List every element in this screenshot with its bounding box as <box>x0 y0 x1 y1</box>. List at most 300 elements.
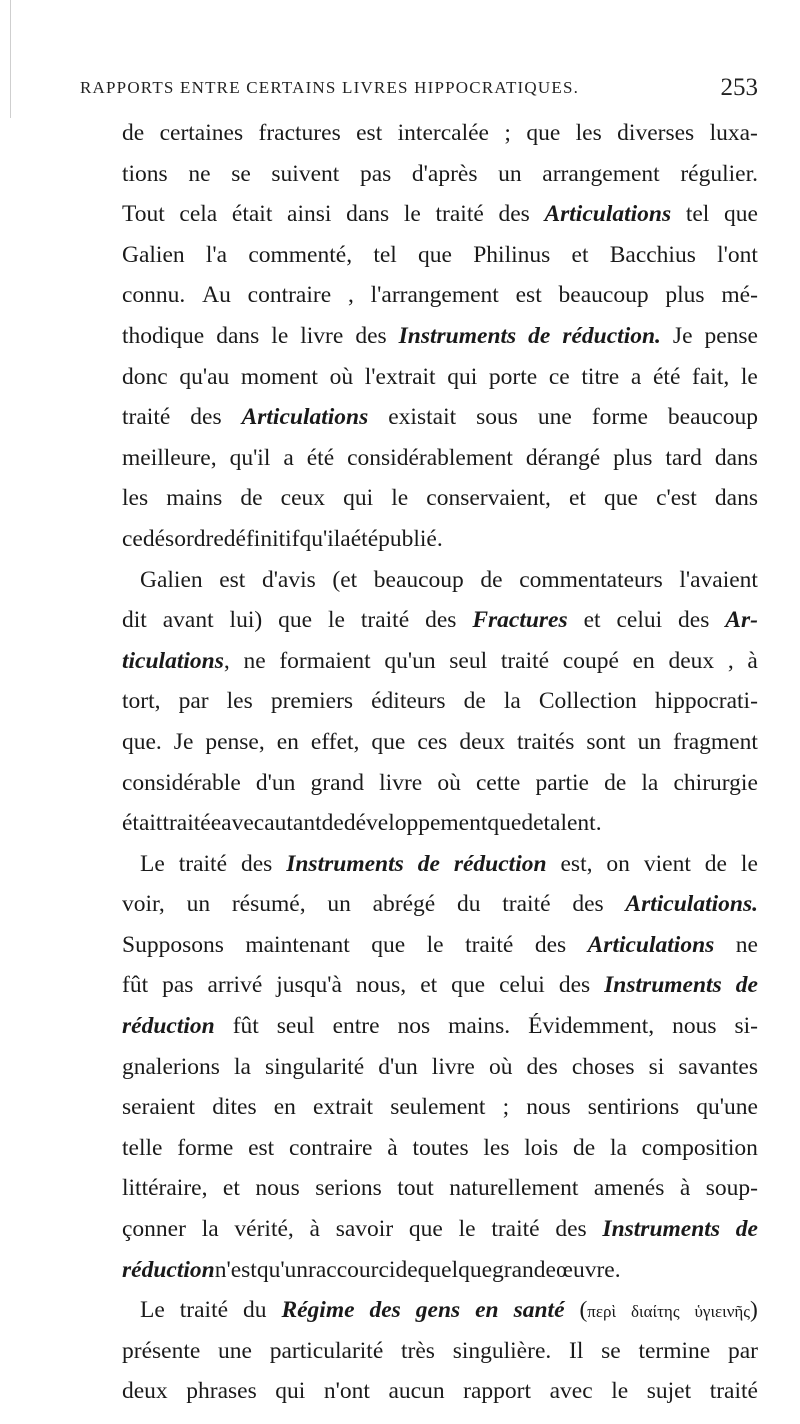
body-text <box>122 113 758 1412</box>
word: qu'un <box>384 647 436 674</box>
word: dans <box>216 322 260 349</box>
word: serions <box>315 1175 382 1202</box>
word <box>528 316 550 357</box>
word: le <box>740 363 758 390</box>
word <box>242 397 369 438</box>
word: résumé, <box>231 891 306 918</box>
word: conservaient, <box>426 485 551 512</box>
word: contraire <box>247 282 332 309</box>
word: un <box>498 160 522 187</box>
word: le <box>271 322 289 349</box>
word: la <box>641 769 659 796</box>
word <box>562 316 661 357</box>
word: et <box>420 972 438 999</box>
word: traitée <box>162 810 222 837</box>
word: le <box>740 850 758 877</box>
word: l'ont <box>717 241 758 268</box>
word: ne <box>735 931 758 958</box>
text-line <box>122 884 758 925</box>
word: de <box>572 1134 596 1161</box>
word: Évidemment, <box>528 1013 655 1040</box>
word: Supposons <box>122 931 224 958</box>
word <box>736 965 758 1006</box>
word: extrait <box>313 1094 374 1121</box>
word: choses <box>571 1053 635 1080</box>
word: la <box>201 1216 219 1243</box>
italic-text: Instruments <box>604 972 722 999</box>
word: maintenant <box>245 931 350 958</box>
word: arrivé <box>207 972 263 999</box>
word: les <box>122 485 149 512</box>
word <box>625 884 758 925</box>
word: traité <box>465 931 514 958</box>
word: titre <box>581 363 620 390</box>
word <box>604 965 722 1006</box>
word: où <box>329 363 354 390</box>
word: ce <box>548 363 570 390</box>
text-line <box>122 478 758 519</box>
word: commenté, <box>248 241 353 268</box>
word: à <box>387 1134 398 1161</box>
word: arrangement <box>542 160 660 187</box>
word: et <box>571 241 589 268</box>
word: des <box>498 201 530 228</box>
word <box>602 1209 720 1250</box>
word: livre <box>431 1053 475 1080</box>
word: sujet <box>646 1378 692 1405</box>
text-line <box>122 1087 758 1128</box>
word: que <box>278 607 313 634</box>
word: et <box>583 607 601 634</box>
word: seulement <box>390 1094 486 1121</box>
word: par <box>178 688 209 715</box>
word: dans <box>346 201 390 228</box>
italic-text: réduction <box>122 1256 215 1283</box>
word: considérablement <box>347 444 513 471</box>
word: coupé <box>562 647 619 674</box>
word: fragment <box>673 728 758 755</box>
word: cette <box>475 769 521 796</box>
word: ὑγιεινῆς) <box>694 1297 758 1324</box>
italic-text: réduction. <box>562 322 661 349</box>
word: d'après <box>411 160 478 187</box>
word: nous <box>255 1175 300 1202</box>
word: grand <box>310 769 365 796</box>
word: traité <box>709 1378 758 1405</box>
word: dit <box>122 607 147 634</box>
word: des <box>558 972 591 999</box>
word: avant <box>162 607 214 634</box>
word: se <box>231 160 251 187</box>
text-line <box>122 1250 758 1291</box>
word: tel <box>373 241 397 268</box>
word: (et <box>332 566 358 593</box>
italic-text: réduction <box>453 850 547 877</box>
word: singulière. <box>452 1337 552 1364</box>
word: où <box>488 1053 513 1080</box>
word: à <box>747 647 758 674</box>
italic-text: Articulations <box>587 931 715 958</box>
word: éditeurs <box>371 688 446 715</box>
word: en <box>276 728 299 755</box>
word <box>281 1290 354 1331</box>
word: livre <box>379 769 423 796</box>
text-line <box>122 600 758 641</box>
text-line <box>122 1168 758 1209</box>
word: talent. <box>543 810 602 837</box>
text-line <box>122 275 758 316</box>
word: porte <box>488 363 538 390</box>
word: des <box>555 1216 587 1243</box>
word: (περὶ <box>579 1297 617 1324</box>
italic-text: de <box>735 972 758 999</box>
word: de <box>480 566 503 593</box>
word: en <box>273 1094 296 1121</box>
word: ainsi <box>287 201 332 228</box>
word: de <box>240 485 263 512</box>
italic-text: Articulations. <box>625 891 758 918</box>
text-line <box>122 519 758 560</box>
word: que <box>451 972 486 999</box>
word: singularité <box>264 1053 365 1080</box>
word: tout <box>397 1175 434 1202</box>
word: gnalerions <box>122 1053 220 1080</box>
text-line <box>122 763 758 804</box>
word: ce <box>122 525 143 552</box>
word: de <box>395 1256 418 1283</box>
word: Le <box>140 850 165 877</box>
word: Galien <box>122 241 185 268</box>
word: celui <box>616 607 663 634</box>
word: thodique <box>122 322 205 349</box>
word: ticulations, <box>122 647 230 674</box>
word: diverses <box>617 120 695 146</box>
word: , <box>727 647 734 674</box>
word: mains <box>166 485 223 512</box>
word: abrégé <box>372 891 436 918</box>
word: traité <box>122 404 171 431</box>
word: tions <box>122 160 168 187</box>
italic-text: ticulations <box>122 647 224 674</box>
word: si <box>648 1053 665 1080</box>
word: un <box>637 728 662 755</box>
word: que <box>723 201 758 228</box>
word: traité <box>178 850 228 877</box>
word: que <box>604 485 638 512</box>
word: l'a <box>205 241 228 268</box>
word <box>122 1006 215 1047</box>
word: lui) <box>229 607 263 634</box>
word: quelque <box>417 1256 493 1283</box>
word: traité <box>500 647 550 674</box>
word: publié. <box>378 525 443 552</box>
word: définitif <box>223 525 300 552</box>
italic-text: Ar- <box>725 607 758 634</box>
word: Au <box>202 282 231 309</box>
word: à <box>679 1175 691 1202</box>
word: suivent <box>271 160 340 187</box>
italic-text: gens <box>415 1297 461 1324</box>
word: qu'au <box>179 363 230 390</box>
word: le <box>391 485 409 512</box>
word: désordre <box>142 525 224 552</box>
word: Je <box>672 322 693 349</box>
text-line <box>122 965 758 1006</box>
word: traité <box>435 201 484 228</box>
word: Philinus <box>473 241 551 268</box>
word: livre <box>300 322 344 349</box>
italic-text: de <box>528 322 551 349</box>
word: effet, <box>310 728 360 755</box>
word: développement <box>343 810 488 837</box>
italic-text: Instruments <box>398 322 517 349</box>
word: des <box>190 404 222 431</box>
italic-text: Instruments <box>602 1216 720 1243</box>
word: ne <box>188 160 211 187</box>
word: est <box>219 566 246 593</box>
word: sont <box>586 728 626 755</box>
word: un <box>327 891 351 918</box>
word: nos <box>397 1013 431 1040</box>
word: que <box>418 241 452 268</box>
word: çonner <box>122 1216 186 1243</box>
word: sous <box>476 404 518 431</box>
word: qu'une <box>696 1094 758 1121</box>
text-line <box>122 235 758 276</box>
word: fût <box>232 1013 259 1040</box>
word: Tout <box>122 201 165 228</box>
word: Galien <box>140 566 203 593</box>
word: amenés <box>593 1175 665 1202</box>
text-line <box>122 803 758 844</box>
word: présente <box>122 1337 201 1364</box>
word: de <box>604 769 627 796</box>
word: ceux <box>280 485 326 512</box>
word: pense <box>704 322 758 349</box>
text-line <box>122 1047 758 1088</box>
word: et <box>569 485 586 512</box>
word: d'avis <box>261 566 316 593</box>
word: beaucoup <box>558 282 649 309</box>
word: une <box>218 1337 252 1364</box>
word <box>514 1290 565 1331</box>
text-line <box>122 560 758 601</box>
page-edge <box>10 0 11 118</box>
text-line <box>122 844 758 885</box>
word: de <box>463 688 486 715</box>
word: plus <box>613 444 653 471</box>
greek-text: περὶ <box>587 1302 617 1322</box>
word: Il <box>569 1337 584 1364</box>
italic-text: Articulations <box>241 404 369 431</box>
word: raccourci <box>308 1256 396 1283</box>
italic-text: Fractures <box>472 607 568 634</box>
word <box>588 925 715 966</box>
word: hippocrati- <box>654 688 758 715</box>
word: soup- <box>705 1175 758 1202</box>
word: naturellement <box>449 1175 579 1202</box>
word: qui <box>343 485 374 512</box>
word: seraient <box>122 1094 196 1121</box>
italic-text: des <box>369 1297 401 1324</box>
word: telle <box>122 1134 163 1161</box>
word: qu'il <box>299 525 341 552</box>
word: traité <box>491 1216 540 1243</box>
word: était <box>122 810 163 837</box>
word: forme <box>177 1134 234 1161</box>
text-line <box>122 1290 758 1331</box>
word <box>725 600 758 641</box>
word: vérité, <box>234 1216 294 1243</box>
text-line <box>122 641 758 682</box>
word: est, <box>560 850 593 877</box>
word: de <box>122 120 145 146</box>
word: que <box>487 810 522 837</box>
word: existait <box>388 404 457 431</box>
text-line <box>122 113 758 154</box>
word: d'un <box>255 769 296 796</box>
word: dans <box>714 485 758 512</box>
italic-text: Régime <box>281 1297 355 1324</box>
word: un <box>186 891 211 918</box>
word: été <box>350 525 379 552</box>
text-line <box>122 681 758 722</box>
word: des <box>572 891 604 918</box>
word: Bacchius <box>609 241 696 268</box>
word: ; <box>504 120 511 146</box>
word: traité <box>502 891 551 918</box>
word: les <box>575 120 602 146</box>
word: avec <box>221 810 265 837</box>
word: été <box>306 444 335 471</box>
word: a <box>340 525 351 552</box>
word: le <box>403 201 421 228</box>
word: Collection <box>538 688 637 715</box>
word: beaucoup <box>667 404 758 431</box>
word: cela <box>179 201 218 228</box>
word: pas <box>359 160 392 187</box>
word: à <box>309 1216 320 1243</box>
word: de <box>521 810 544 837</box>
running-title: RAPPORTS ENTRE CERTAINS LIVRES HIPPOCRATIQUES. <box>80 78 580 97</box>
word: a <box>283 444 294 471</box>
word: le <box>327 607 345 634</box>
text-line <box>122 397 758 438</box>
word: que <box>371 728 406 755</box>
word: le <box>611 1378 629 1405</box>
word: du <box>242 1297 267 1324</box>
word: termine <box>638 1337 711 1364</box>
word: de <box>321 810 344 837</box>
word: entre <box>332 1013 380 1040</box>
word: on <box>606 850 630 877</box>
word: savoir <box>335 1216 394 1243</box>
word: savantes <box>678 1053 758 1080</box>
text-line <box>122 1209 758 1250</box>
word: la <box>609 1134 627 1161</box>
word: aucun <box>388 1378 445 1405</box>
word: des <box>526 1053 558 1080</box>
word: commentateurs <box>519 566 663 593</box>
text-line <box>122 1128 758 1169</box>
text-line <box>122 357 758 398</box>
word <box>475 1290 499 1331</box>
word: considérable <box>122 769 241 796</box>
word: où <box>437 769 461 796</box>
word: dérangé <box>525 444 601 471</box>
word <box>369 1290 400 1331</box>
word: chirurgie <box>673 769 758 796</box>
word: grande <box>492 1256 556 1283</box>
word: que <box>408 1216 443 1243</box>
text-line <box>122 1006 758 1047</box>
word: tel <box>685 201 710 228</box>
text-line <box>122 722 758 763</box>
word: si- <box>734 1013 758 1040</box>
word: luxa- <box>709 120 758 146</box>
word <box>736 1209 758 1250</box>
word: contraire <box>288 1134 373 1161</box>
word: particularité <box>269 1337 384 1364</box>
word: fractures <box>258 120 341 146</box>
word: autant <box>264 810 322 837</box>
word: de <box>704 850 727 877</box>
text-line <box>122 1371 758 1412</box>
word: pas <box>162 972 194 999</box>
word: seul <box>449 647 488 674</box>
word: lois <box>524 1134 559 1161</box>
word: tard <box>665 444 702 471</box>
word: forme <box>591 404 648 431</box>
text-line <box>122 925 758 966</box>
word: seul <box>276 1013 315 1040</box>
word: pense, <box>205 728 265 755</box>
word: était <box>231 201 273 228</box>
word: des <box>678 607 710 634</box>
word: Le <box>140 1297 165 1324</box>
text-line <box>122 154 758 195</box>
word: par <box>727 1337 758 1364</box>
word: le <box>458 1216 476 1243</box>
word: et <box>222 1175 240 1202</box>
text-line <box>122 316 758 357</box>
word: la <box>233 1053 251 1080</box>
word: deux <box>122 1378 168 1405</box>
italic-text: Articulations <box>544 201 672 228</box>
word: nous, <box>355 972 407 999</box>
word: ces <box>417 728 448 755</box>
greek-text: διαίτης <box>631 1302 680 1322</box>
word: des <box>355 322 387 349</box>
word <box>454 844 547 885</box>
word: d'un <box>378 1053 418 1080</box>
word: sentirions <box>587 1094 680 1121</box>
word <box>631 1290 680 1331</box>
word <box>544 194 671 235</box>
running-header <box>80 74 758 104</box>
word: qui <box>275 1378 306 1405</box>
word: des <box>240 850 273 877</box>
word: œuvre. <box>555 1256 621 1283</box>
word: mé- <box>721 282 758 309</box>
word: nous <box>526 1094 571 1121</box>
word: avec <box>549 1378 593 1405</box>
page-number: 253 <box>720 74 758 101</box>
text-line <box>122 194 758 235</box>
word: régulier. <box>680 160 758 187</box>
italic-text: de <box>735 1216 758 1243</box>
italic-text: réduction <box>122 1013 215 1040</box>
